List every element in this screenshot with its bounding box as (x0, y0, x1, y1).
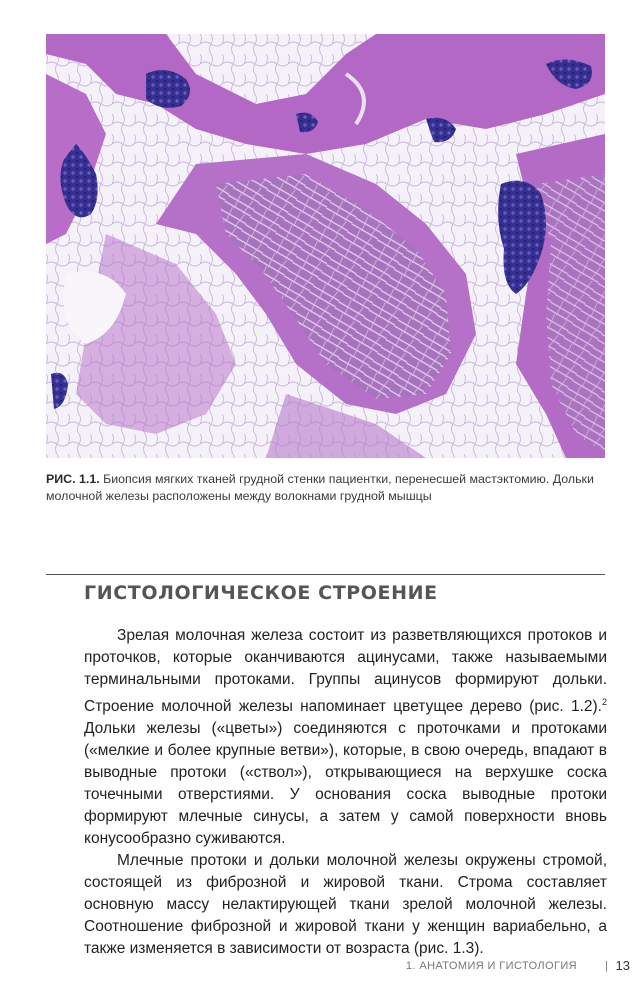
figure-caption-label: РИС. 1.1. (46, 472, 100, 486)
paragraph-1 (84, 625, 607, 850)
section-title: ГИСТОЛОГИЧЕСКОЕ СТРОЕНИЕ (84, 582, 438, 604)
footnote-ref[interactable]: 2 (601, 697, 607, 707)
figure-caption (46, 471, 608, 505)
running-footer-section: 1. АНАТОМИЯ И ГИСТОЛОГИЯ (405, 960, 577, 972)
paragraph-1-end: Дольки железы («цветы») соединяются с проточками и протоками («мелкие и более крупные ветви»), которые, в свою очередь, впадают в выводные протоки («ствол»), открывающиеся на верхушке соска точечными отверстиями. У основания соска выводные протоки формируют млечные синусы, а затем у самой поверхности вновь конусообразно суживаются. (84, 720, 607, 848)
paragraph-2: Млечные протоки и дольки молочной железы окружены стромой, состоящей из фиброзной и жировой ткани. Строма составляет основную массу нелактирующей ткани зрелой молочной железы. Соотношение фиброзной и жировой ткани у женщин вариабельно, а также изменяется в зависимости от возраста (рис. 1.3). (84, 852, 607, 958)
footer-separator: | (605, 960, 608, 972)
section-divider (46, 574, 605, 575)
page-number: 13 (615, 958, 630, 973)
paragraph-1-start: Зрелая молочная железа состоит из разветвляющихся протоков и проточков, которые оканчиваются ацинусами, также называемыми терминальными протоками. Группы ацинусов формируют дольки. Строение молочной железы напоминает цветущее дерево (рис. 1.2). (84, 627, 607, 716)
histology-figure (46, 34, 605, 458)
figure-caption-text: Биопсия мягких тканей грудной стенки пациентки, перенесшей мастэктомию. Дольки молочной железы расположены между волокнами грудной мышцы (46, 472, 594, 503)
body-text (84, 625, 607, 960)
histology-micrograph (46, 34, 605, 458)
